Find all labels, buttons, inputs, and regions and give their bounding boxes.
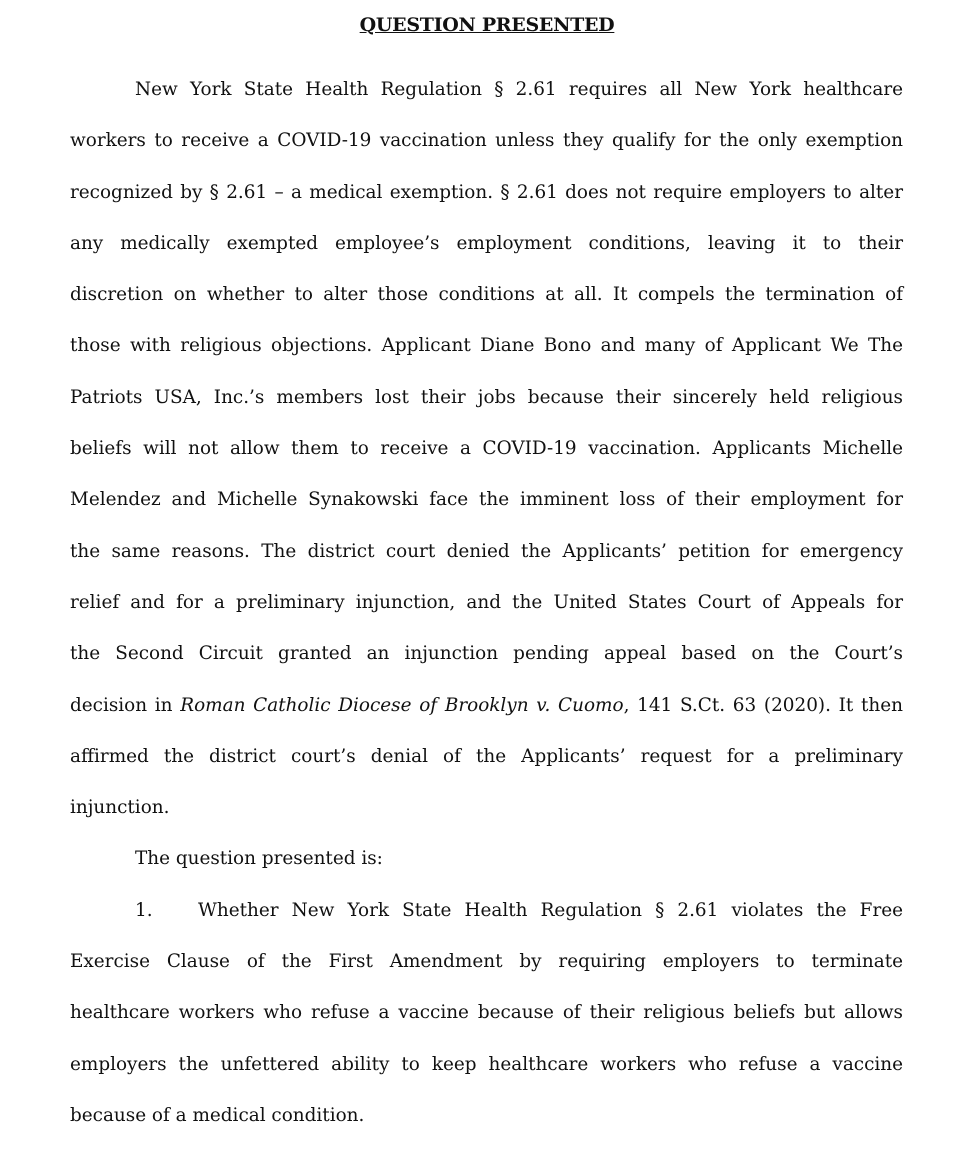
text-line: the Second Circuit granted an injunction pending appeal based on the Court’s: [70, 643, 903, 665]
citation-line: [70, 680, 903, 731]
text-line: recognized by § 2.61 – a medical exemption. § 2.61 does not require employers to alter: [70, 181, 903, 203]
question-number: 1.: [135, 899, 153, 921]
citation-suffix: , 141 S.Ct. 63 (2020). It then: [623, 694, 903, 716]
text-line: Whether New York State Health Regulation § 2.61 violates the Free: [198, 899, 903, 921]
question-intro: The question presented is:: [135, 848, 383, 870]
text-line: injunction.: [70, 797, 170, 819]
text-line: any medically exempted employee’s employment conditions, leaving it to their: [70, 232, 903, 254]
question-item: [70, 885, 903, 1141]
text-line: affirmed the district court’s denial of the Applicants’ request for a preliminary: [70, 745, 903, 767]
text-line: those with religious objections. Applicant Diane Bono and many of Applicant We The: [70, 335, 903, 357]
text-line: because of a medical condition.: [70, 1104, 365, 1126]
text-line: beliefs will not allow them to receive a COVID-19 vaccination. Applicants Michelle: [70, 438, 903, 460]
citation-prefix: decision in: [70, 694, 181, 716]
text-line: the same reasons. The district court denied the Applicants’ petition for emergency: [70, 540, 903, 562]
case-citation: Roman Catholic Diocese of Brooklyn v. Cuomo: [180, 694, 624, 716]
text-line: workers to receive a COVID-19 vaccination unless they qualify for the only exemption: [70, 130, 903, 152]
page-title: QUESTION PRESENTED: [359, 14, 615, 36]
text-line: relief and for a preliminary injunction, and the United States Court of Appeals for: [70, 591, 903, 613]
text-line: employers the unfettered ability to keep healthcare workers who refuse a vaccine: [70, 1053, 903, 1075]
text-line: New York State Health Regulation § 2.61 requires all New York healthcare: [135, 79, 903, 100]
text-line: Patriots USA, Inc.’s members lost their jobs because their sincerely held religious: [70, 386, 903, 408]
text-line: discretion on whether to alter those conditions at all. It compels the termination of: [70, 284, 903, 306]
text-line: healthcare workers who refuse a vaccine because of their religious beliefs but allows: [70, 1002, 903, 1024]
text-line: Exercise Clause of the First Amendment by requiring employers to terminate: [70, 951, 903, 973]
intro-paragraph: [70, 64, 903, 833]
text-line: Melendez and Michelle Synakowski face the imminent loss of their employment for: [70, 489, 903, 511]
document-body: [70, 64, 903, 1141]
